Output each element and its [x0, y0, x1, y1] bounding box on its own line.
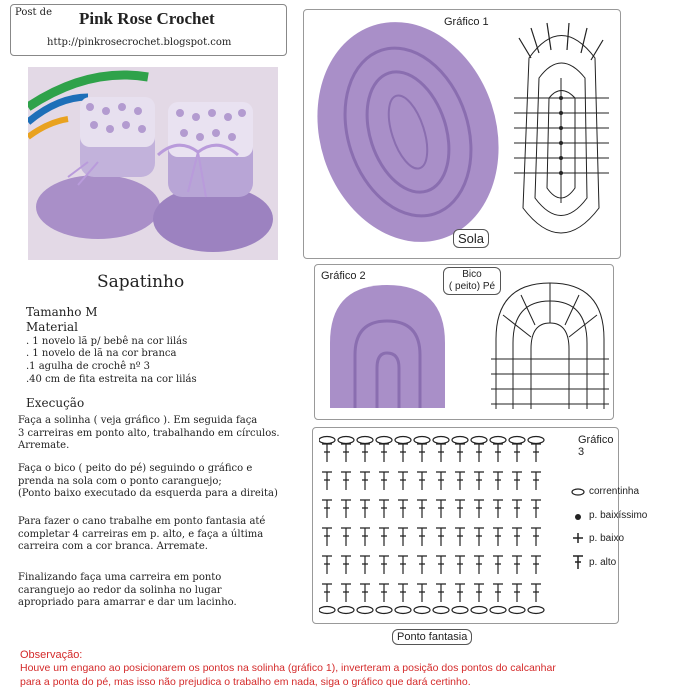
double-crochet-stitch: [474, 528, 484, 546]
size-line: Tamanho M: [26, 305, 98, 319]
chain-stitch: [452, 437, 468, 444]
double-crochet-stitch: [455, 444, 465, 462]
instruction-paragraph: [18, 572, 288, 610]
double-crochet-stitch: [436, 500, 446, 518]
double-crochet-stitch: [493, 472, 503, 490]
chain-stitch: [376, 607, 392, 614]
double-crochet-stitch: [379, 444, 389, 462]
chain-stitch: [528, 607, 544, 614]
material-item: .40 cm de fita estreita na cor lilás: [26, 374, 197, 385]
instruction-paragraph: [18, 516, 288, 554]
double-crochet-stitch: [417, 556, 427, 574]
legend-double-label: p. alto: [589, 557, 617, 568]
material-item: . 1 novelo de lã na cor branca: [26, 348, 177, 359]
double-crochet-stitch: [379, 556, 389, 574]
dot-icon: [573, 512, 583, 522]
double-crochet-stitch: [341, 528, 351, 546]
double-crochet-stitch: [398, 556, 408, 574]
chain-stitch: [452, 607, 468, 614]
double-crochet-stitch: [474, 500, 484, 518]
chart-1-panel: [303, 9, 621, 259]
double-crochet-stitch: [455, 472, 465, 490]
double-crochet-stitch: [493, 528, 503, 546]
double-crochet-stitch: [455, 556, 465, 574]
double-crochet-stitch: [512, 444, 522, 462]
post-label: Post de: [15, 7, 52, 18]
chart-2-panel: [314, 264, 614, 420]
double-crochet-stitch: [493, 556, 503, 574]
double-crochet-stitch: [341, 500, 351, 518]
double-crochet-stitch: [531, 500, 541, 518]
double-crochet-stitch: [436, 444, 446, 462]
instruction-line: 3 carreiras em ponto alto, trabalhando em círculos.: [18, 427, 280, 439]
double-crochet-stitch: [436, 584, 446, 602]
double-crochet-stitch: [398, 500, 408, 518]
chain-stitch: [433, 437, 449, 444]
chain-stitch: [395, 607, 411, 614]
double-crochet-stitch: [398, 444, 408, 462]
material-heading: Material: [26, 320, 78, 334]
instruction-paragraph: [18, 463, 288, 501]
legend-chain-label: correntinha: [589, 486, 640, 497]
observation-line: para a ponta do pé, mas isso não prejudica o trabalho em nada, siga o gráfico que dará certinho.: [20, 676, 471, 688]
chain-stitch: [490, 607, 506, 614]
chain-stitch: [509, 437, 525, 444]
double-crochet-stitch: [531, 528, 541, 546]
instruction-line: Finalizando faça uma carreira em ponto: [18, 572, 222, 583]
double-crochet-stitch: [341, 472, 351, 490]
double-crochet-stitch: [417, 444, 427, 462]
chain-oval-icon: [571, 488, 585, 496]
legend-slip-label: p. baixíssimo: [589, 510, 648, 521]
chain-stitch: [357, 607, 373, 614]
double-crochet-stitch: [379, 584, 389, 602]
execution-heading: Execução: [26, 396, 85, 410]
sole-photo: [308, 14, 508, 254]
double-crochet-stitch: [493, 584, 503, 602]
double-crochet-stitch: [322, 528, 332, 546]
legend-single-label: p. baixo: [589, 533, 625, 544]
double-crochet-stitch: [512, 584, 522, 602]
double-crochet-stitch: [341, 556, 351, 574]
double-crochet-stitch: [360, 528, 370, 546]
instruction-line: Para fazer o cano trabalhe em ponto fantasia até: [18, 516, 266, 527]
chain-stitch: [395, 437, 411, 444]
double-crochet-stitch: [474, 584, 484, 602]
double-crochet-stitch: [417, 500, 427, 518]
chain-stitch: [471, 607, 487, 614]
chain-stitch: [338, 607, 354, 614]
instruction-line: Arremate.: [18, 440, 70, 451]
t-stitch-icon: [572, 554, 584, 570]
double-crochet-stitch: [360, 444, 370, 462]
chain-stitch: [357, 437, 373, 444]
observation-heading: Observação:: [20, 649, 83, 661]
material-item: . 1 novelo lã p/ bebê na cor lilás: [26, 336, 188, 347]
double-crochet-stitch: [322, 584, 332, 602]
observation-line: Houve um engano ao posicionarem os pontos na solinha (gráfico 1), inverteram a posição dos pontos do calcanhar: [20, 662, 556, 674]
chart-3-panel: [312, 427, 648, 624]
sole-stitch-chart: [509, 18, 614, 254]
double-crochet-stitch: [379, 500, 389, 518]
chain-stitch: [490, 437, 506, 444]
chart-2-title: Gráfico 2: [321, 270, 366, 282]
double-crochet-stitch: [360, 500, 370, 518]
header-box: [10, 4, 287, 56]
instruction-line: carreira com a cor branca. Arremate.: [18, 541, 208, 552]
chain-stitch: [319, 607, 335, 614]
double-crochet-stitch: [512, 500, 522, 518]
instruction-line: Faça a solinha ( veja gráfico ). Em seguida faça: [18, 415, 258, 426]
double-crochet-stitch: [493, 444, 503, 462]
brand-title: Pink Rose Crochet: [79, 9, 215, 28]
chain-stitch: [338, 437, 354, 444]
chain-stitch: [509, 607, 525, 614]
double-crochet-stitch: [417, 584, 427, 602]
double-crochet-stitch: [398, 584, 408, 602]
chain-stitch: [528, 437, 544, 444]
double-crochet-stitch: [531, 556, 541, 574]
double-crochet-stitch: [379, 528, 389, 546]
chain-stitch: [471, 437, 487, 444]
chain-stitch: [433, 607, 449, 614]
double-crochet-stitch: [436, 528, 446, 546]
booties-photo: [28, 67, 278, 260]
chain-stitch: [414, 607, 430, 614]
double-crochet-stitch: [455, 584, 465, 602]
double-crochet-stitch: [474, 444, 484, 462]
double-crochet-stitch: [398, 472, 408, 490]
chart-3-title: Gráfico 3: [578, 434, 614, 458]
double-crochet-stitch: [322, 500, 332, 518]
double-crochet-stitch: [341, 444, 351, 462]
double-crochet-stitch: [360, 556, 370, 574]
blog-url[interactable]: http://pinkrosecrochet.blogspot.com: [47, 37, 232, 48]
chain-stitch: [319, 437, 335, 444]
sole-label: Sola: [453, 229, 489, 248]
chain-stitch: [376, 437, 392, 444]
double-crochet-stitch: [474, 472, 484, 490]
instruction-paragraph: [18, 415, 288, 453]
instruction-line: Faça o bico ( peito do pé) seguindo o gráfico e: [18, 463, 253, 474]
fancy-stitch-label: Ponto fantasia: [392, 629, 472, 645]
double-crochet-stitch: [493, 500, 503, 518]
double-crochet-stitch: [417, 472, 427, 490]
fancy-stitch-chart: [319, 434, 554, 620]
double-crochet-stitch: [531, 584, 541, 602]
double-crochet-stitch: [512, 556, 522, 574]
double-crochet-stitch: [531, 472, 541, 490]
double-crochet-stitch: [455, 528, 465, 546]
double-crochet-stitch: [474, 556, 484, 574]
chain-stitch: [414, 437, 430, 444]
instruction-line: completar 4 carreiras em p. alto, e faça a última: [18, 528, 264, 540]
double-crochet-stitch: [512, 528, 522, 546]
double-crochet-stitch: [417, 528, 427, 546]
instruction-line: caranguejo ao redor da solinha no lugar: [18, 584, 222, 596]
material-item: .1 agulha de crochê nº 3: [26, 361, 151, 372]
chart-1-title: Gráfico 1: [444, 16, 489, 28]
toe-stitch-chart: [491, 279, 609, 411]
double-crochet-stitch: [398, 528, 408, 546]
instruction-line: apropriado para amarrar e dar um lacinho.: [18, 597, 237, 608]
toe-label-line2: ( peito) Pé: [448, 281, 496, 292]
double-crochet-stitch: [455, 500, 465, 518]
double-crochet-stitch: [379, 472, 389, 490]
double-crochet-stitch: [360, 584, 370, 602]
double-crochet-stitch: [322, 556, 332, 574]
plus-icon: [572, 532, 584, 544]
double-crochet-stitch: [360, 472, 370, 490]
double-crochet-stitch: [531, 444, 541, 462]
toe-label-line1: Bico: [462, 269, 482, 280]
double-crochet-stitch: [512, 472, 522, 490]
double-crochet-stitch: [322, 444, 332, 462]
double-crochet-stitch: [436, 472, 446, 490]
double-crochet-stitch: [322, 472, 332, 490]
double-crochet-stitch: [341, 584, 351, 602]
instruction-line: prenda na sola com o ponto caranguejo;: [18, 475, 222, 487]
double-crochet-stitch: [436, 556, 446, 574]
toe-photo: [325, 283, 450, 415]
instruction-line: (Ponto baixo executado da esquerda para a direita): [18, 488, 278, 499]
pattern-title: Sapatinho: [97, 272, 185, 292]
